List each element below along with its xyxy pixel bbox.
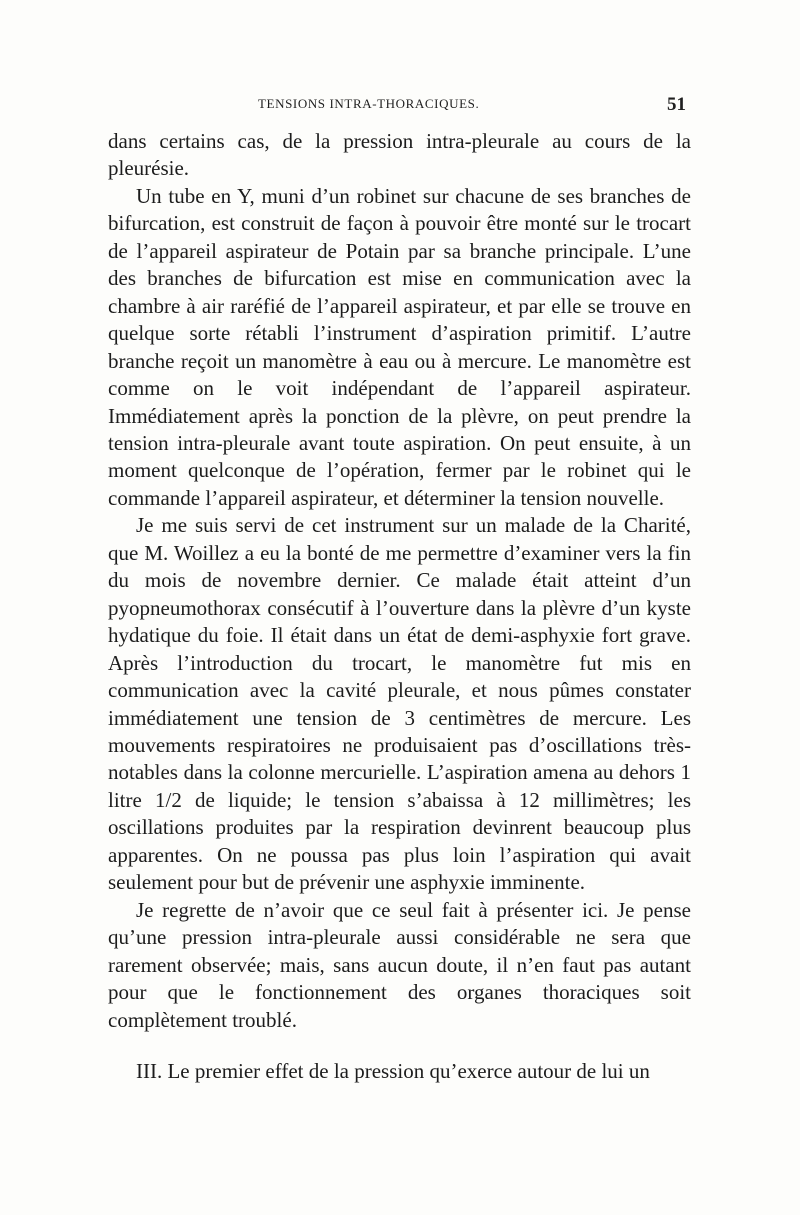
body-text [108, 128, 691, 1085]
running-title: TENSIONS INTRA-THORACIQUES. [258, 96, 480, 111]
paragraph-section-three: III. Le premier effet de la pression qu’exerce autour de lui un [136, 1058, 650, 1083]
page-number: 51 [667, 94, 686, 115]
paragraph-case-report: Je me suis servi de cet instrument sur un malade de la Charité, que M. Woillez a eu la bonté de me permettre d’examiner vers la fin du mois de novembre dernier. Ce malade était atteint d’un pyopneumothorax consécutif à l’ouverture dans la plèvre d’un kyste hydatique du foie. Il était dans un état de demi-asphyxie fort grave. Après l’introduction du trocart, le manomètre fut mis en communication avec la cavité pleurale, et nous pûmes constater immédiatement une tension de 3 centimètres de mercure. Les mouvements respiratoires ne produisaient pas d’oscillations très-notables dans la colonne mercurielle. L’aspiration amena au dehors 1 litre 1/2 de liquide; le tension s’abaissa à 12 millimètres; les oscillations produites par la respiration devinrent beaucoup plus apparentes. On ne poussa pas plus loin l’aspiration qui avait seulement pour but de prévenir une asphyxie imminente. [108, 513, 691, 895]
paragraph-apparatus: Un tube en Y, muni d’un robinet sur chacune de ses branches de bifurcation, est construit de façon à pouvoir être monté sur le trocart de l’appareil aspirateur de Potain par sa branche principale. L’une des branches de bifurcation est mise en communication avec la chambre à air raréfié de l’appareil aspirateur, et par elle se trouve en quelque sorte rétabli l’instrument d’aspiration primitif. L’autre branche reçoit un manomètre à eau ou à mercure. Le manomètre est comme on le voit indépendant de l’appareil aspirateur. Immédiatement après la ponction de la plèvre, on peut prendre la tension intra-pleurale avant toute aspiration. On peut ensuite, à un moment quelconque de l’opération, fermer par le robinet qui le commande l’appareil aspirateur, et déterminer la tension nouvelle. [108, 183, 691, 510]
running-head [108, 94, 686, 118]
paragraph-continuation: dans certains cas, de la pression intra-pleurale au cours de la pleurésie. [108, 129, 691, 181]
paragraph-conclusion: Je regrette de n’avoir que ce seul fait à présenter ici. Je pense qu’une pression intra-pleurale aussi considérable ne sera que rarement observée; mais, sans aucun doute, il n’en faut pas autant pour que le fonctionnement des organes thoraciques soit complètement troublé. [108, 897, 691, 1032]
